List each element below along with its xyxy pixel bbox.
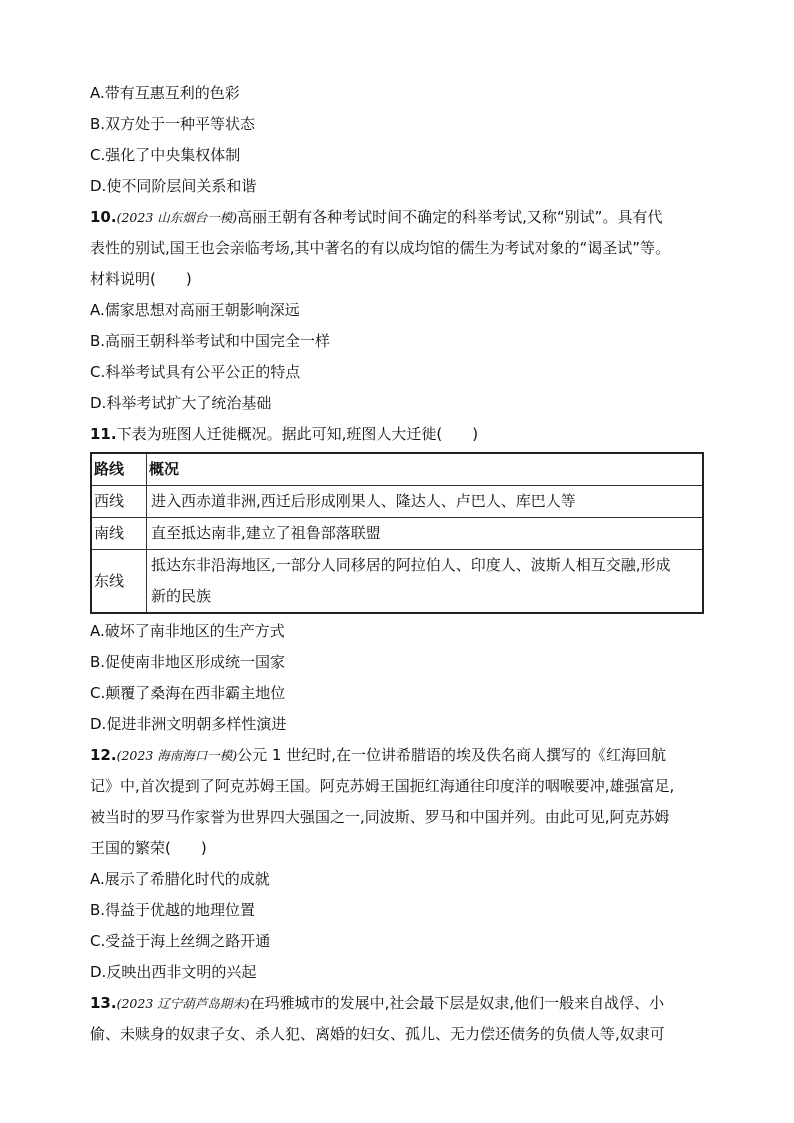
question-12 (90, 740, 710, 988)
table-header-overview: 概况 (147, 453, 704, 486)
question-source: (2023 海南海口一模) (116, 748, 238, 763)
question-source: (2023 山东烟台一模) (116, 210, 238, 225)
option-10-a: A.儒家思想对高丽王朝影响深远 (90, 301, 300, 319)
table-cell-route: 东线 (91, 550, 147, 614)
exam-page (90, 78, 710, 1050)
question-number: 12. (90, 746, 117, 764)
question-12-stem-line-4: 王国的繁荣( ) (90, 839, 207, 857)
migration-table (90, 452, 704, 614)
option-11-b: B.促使南非地区形成统一国家 (90, 653, 286, 671)
table-cell-route: 西线 (91, 486, 147, 518)
question-13-stem-line-2: 偷、未赎身的奴隶子女、杀人犯、离婚的妇女、孤儿、无力偿还债务的负债人等,奴隶可 (90, 1025, 665, 1043)
table-row (91, 486, 703, 518)
option-10-c: C.科举考试具有公平公正的特点 (90, 363, 301, 381)
option-11-d: D.促进非洲文明朝多样性演进 (90, 715, 287, 733)
table-cell-route: 南线 (91, 518, 147, 550)
question-source: (2023 辽宁葫芦岛期末) (116, 996, 250, 1011)
table-row (91, 550, 703, 614)
option-11-a: A.破坏了南非地区的生产方式 (90, 622, 285, 640)
question-13-stem-text-1: 在玛雅城市的发展中,社会最下层是奴隶,他们一般来自战俘、小 (249, 994, 665, 1012)
option-12-d: D.反映出西非文明的兴起 (90, 963, 257, 981)
question-12-stem-text-1: 公元 1 世纪时,在一位讲希腊语的埃及佚名商人撰写的《红海回航 (237, 746, 666, 764)
option-10-b: B.高丽王朝科举考试和中国完全一样 (90, 332, 331, 350)
question-12-stem-line-1 (90, 740, 710, 771)
question-10-stem-line-1 (90, 202, 710, 233)
option-9-a: A.带有互惠互利的色彩 (90, 84, 240, 102)
question-12-stem-line-2: 记》中,首次提到了阿克苏姆王国。阿克苏姆王国扼红海通往印度洋的咽喉要冲,雄强富足, (90, 777, 675, 795)
option-12-b: B.得益于优越的地理位置 (90, 901, 256, 919)
table-cell-overview: 进入西赤道非洲,西迁后形成刚果人、隆达人、卢巴人、库巴人等 (147, 486, 704, 518)
table-header-route: 路线 (91, 453, 147, 486)
table-header-row (91, 453, 703, 486)
question-13-stem-line-1 (90, 988, 710, 1019)
table-cell-line: 新的民族 (151, 587, 212, 605)
question-12-stem-line-3: 被当时的罗马作家誉为世界四大强国之一,同波斯、罗马和中国并列。由此可见,阿克苏姆 (90, 808, 670, 826)
question-13 (90, 988, 710, 1050)
question-11-stem-text: 下表为班图人迁徙概况。据此可知,班图人大迁徙( ) (116, 425, 479, 443)
question-number: 13. (90, 994, 117, 1012)
table-cell-line: 抵达东非沿海地区,一部分人同移居的阿拉伯人、印度人、波斯人相互交融,形成 (151, 556, 671, 574)
question-11 (90, 419, 710, 740)
option-11-c: C.颠覆了桑海在西非霸主地位 (90, 684, 286, 702)
question-number: 10. (90, 208, 117, 226)
option-12-a: A.展示了希腊化时代的成就 (90, 870, 270, 888)
option-9-b: B.双方处于一种平等状态 (90, 115, 256, 133)
option-9-d: D.使不同阶层间关系和谐 (90, 177, 257, 195)
question-10-stem-text-1: 高丽王朝有各种考试时间不确定的科举考试,又称“别试”。具有代 (237, 208, 663, 226)
option-12-c: C.受益于海上丝绸之路开通 (90, 932, 271, 950)
question-10-stem-line-2: 表性的别试,国王也会亲临考场,其中著名的有以成均馆的儒生为考试对象的“谒圣试”等。 (90, 239, 671, 257)
question-11-stem (90, 419, 710, 450)
table-row (91, 518, 703, 550)
question-10-stem-line-3: 材料说明( ) (90, 270, 192, 288)
question-number: 11. (90, 425, 117, 443)
table-cell-overview (147, 550, 704, 614)
table-cell-overview: 直至抵达南非,建立了祖鲁部落联盟 (147, 518, 704, 550)
question-10 (90, 202, 710, 419)
option-9-c: C.强化了中央集权体制 (90, 146, 241, 164)
question-9-options (90, 78, 710, 202)
option-10-d: D.科举考试扩大了统治基础 (90, 394, 272, 412)
